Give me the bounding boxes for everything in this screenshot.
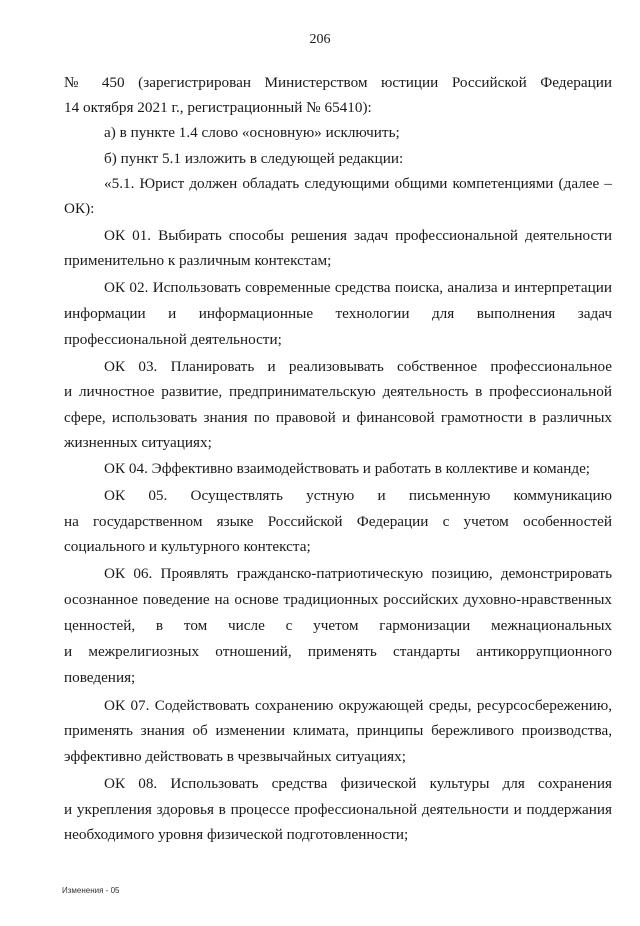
text-line: на государственном языке Российской Федерации с учетом особенностей [64, 513, 612, 530]
text-line: ОК 01. Выбирать способы решения задач профессиональной деятельности [104, 227, 612, 244]
text-line: ОК 07. Содействовать сохранению окружающей среды, ресурсосбережению, [104, 697, 612, 714]
text-line: 14 октября 2021 г., регистрационный № 65410): [64, 99, 372, 116]
text-line: ОК): [64, 200, 95, 217]
text-line: эффективно действовать в чрезвычайных ситуациях; [64, 748, 406, 765]
text-line: б) пункт 5.1 изложить в следующей редакции: [104, 150, 404, 167]
text-line: ОК 06. Проявлять гражданско-патриотическую позицию, демонстрировать [104, 565, 612, 582]
footer-note: Изменения - 05 [62, 886, 120, 895]
text-line: ОК 05. Осуществлять устную и письменную коммуникацию [104, 487, 612, 504]
text-line: ценностей, в том числе с учетом гармонизации межнациональных [64, 617, 612, 634]
text-line: поведения; [64, 669, 136, 686]
text-line: ОК 02. Использовать современные средства поиска, анализа и интерпретации [104, 279, 612, 296]
text-line: профессиональной деятельности; [64, 331, 282, 348]
text-line: № 450 (зарегистрирован Министерством юстиции Российской Федерации [64, 74, 612, 91]
text-line: «5.1. Юрист должен обладать следующими общими компетенциями (далее – [104, 175, 612, 192]
text-line: ОК 04. Эффективно взаимодействовать и работать в коллективе и команде; [104, 460, 591, 477]
text-line: информации и информационные технологии для выполнения задач [64, 305, 612, 322]
text-line: осознанное поведение на основе традиционных российских духовно-нравственных [64, 591, 612, 608]
text-line: и личностное развитие, предпринимательскую деятельность в профессиональной [64, 383, 612, 400]
text-line: ОК 03. Планировать и реализовывать собственное профессиональное [104, 358, 612, 375]
page-number: 206 [309, 32, 331, 47]
text-line: применительно к различным контекстам; [64, 252, 332, 269]
text-line: жизненных ситуациях; [64, 434, 212, 451]
text-line: сфере, использовать знания по правовой и финансовой грамотности в различных [64, 409, 612, 426]
text-line: и межрелигиозных отношений, применять стандарты антикоррупционного [64, 643, 612, 660]
text-line: ОК 08. Использовать средства физической культуры для сохранения [104, 775, 612, 792]
text-line: и укрепления здоровья в процессе профессиональной деятельности и поддержания [64, 801, 612, 818]
text-line: социального и культурного контекста; [64, 538, 311, 555]
text-line: применять знания об изменении климата, принципы бережливого производства, [64, 722, 612, 739]
text-line: необходимого уровня физической подготовленности; [64, 826, 409, 843]
text-line: а) в пункте 1.4 слово «основную» исключить; [104, 124, 400, 141]
